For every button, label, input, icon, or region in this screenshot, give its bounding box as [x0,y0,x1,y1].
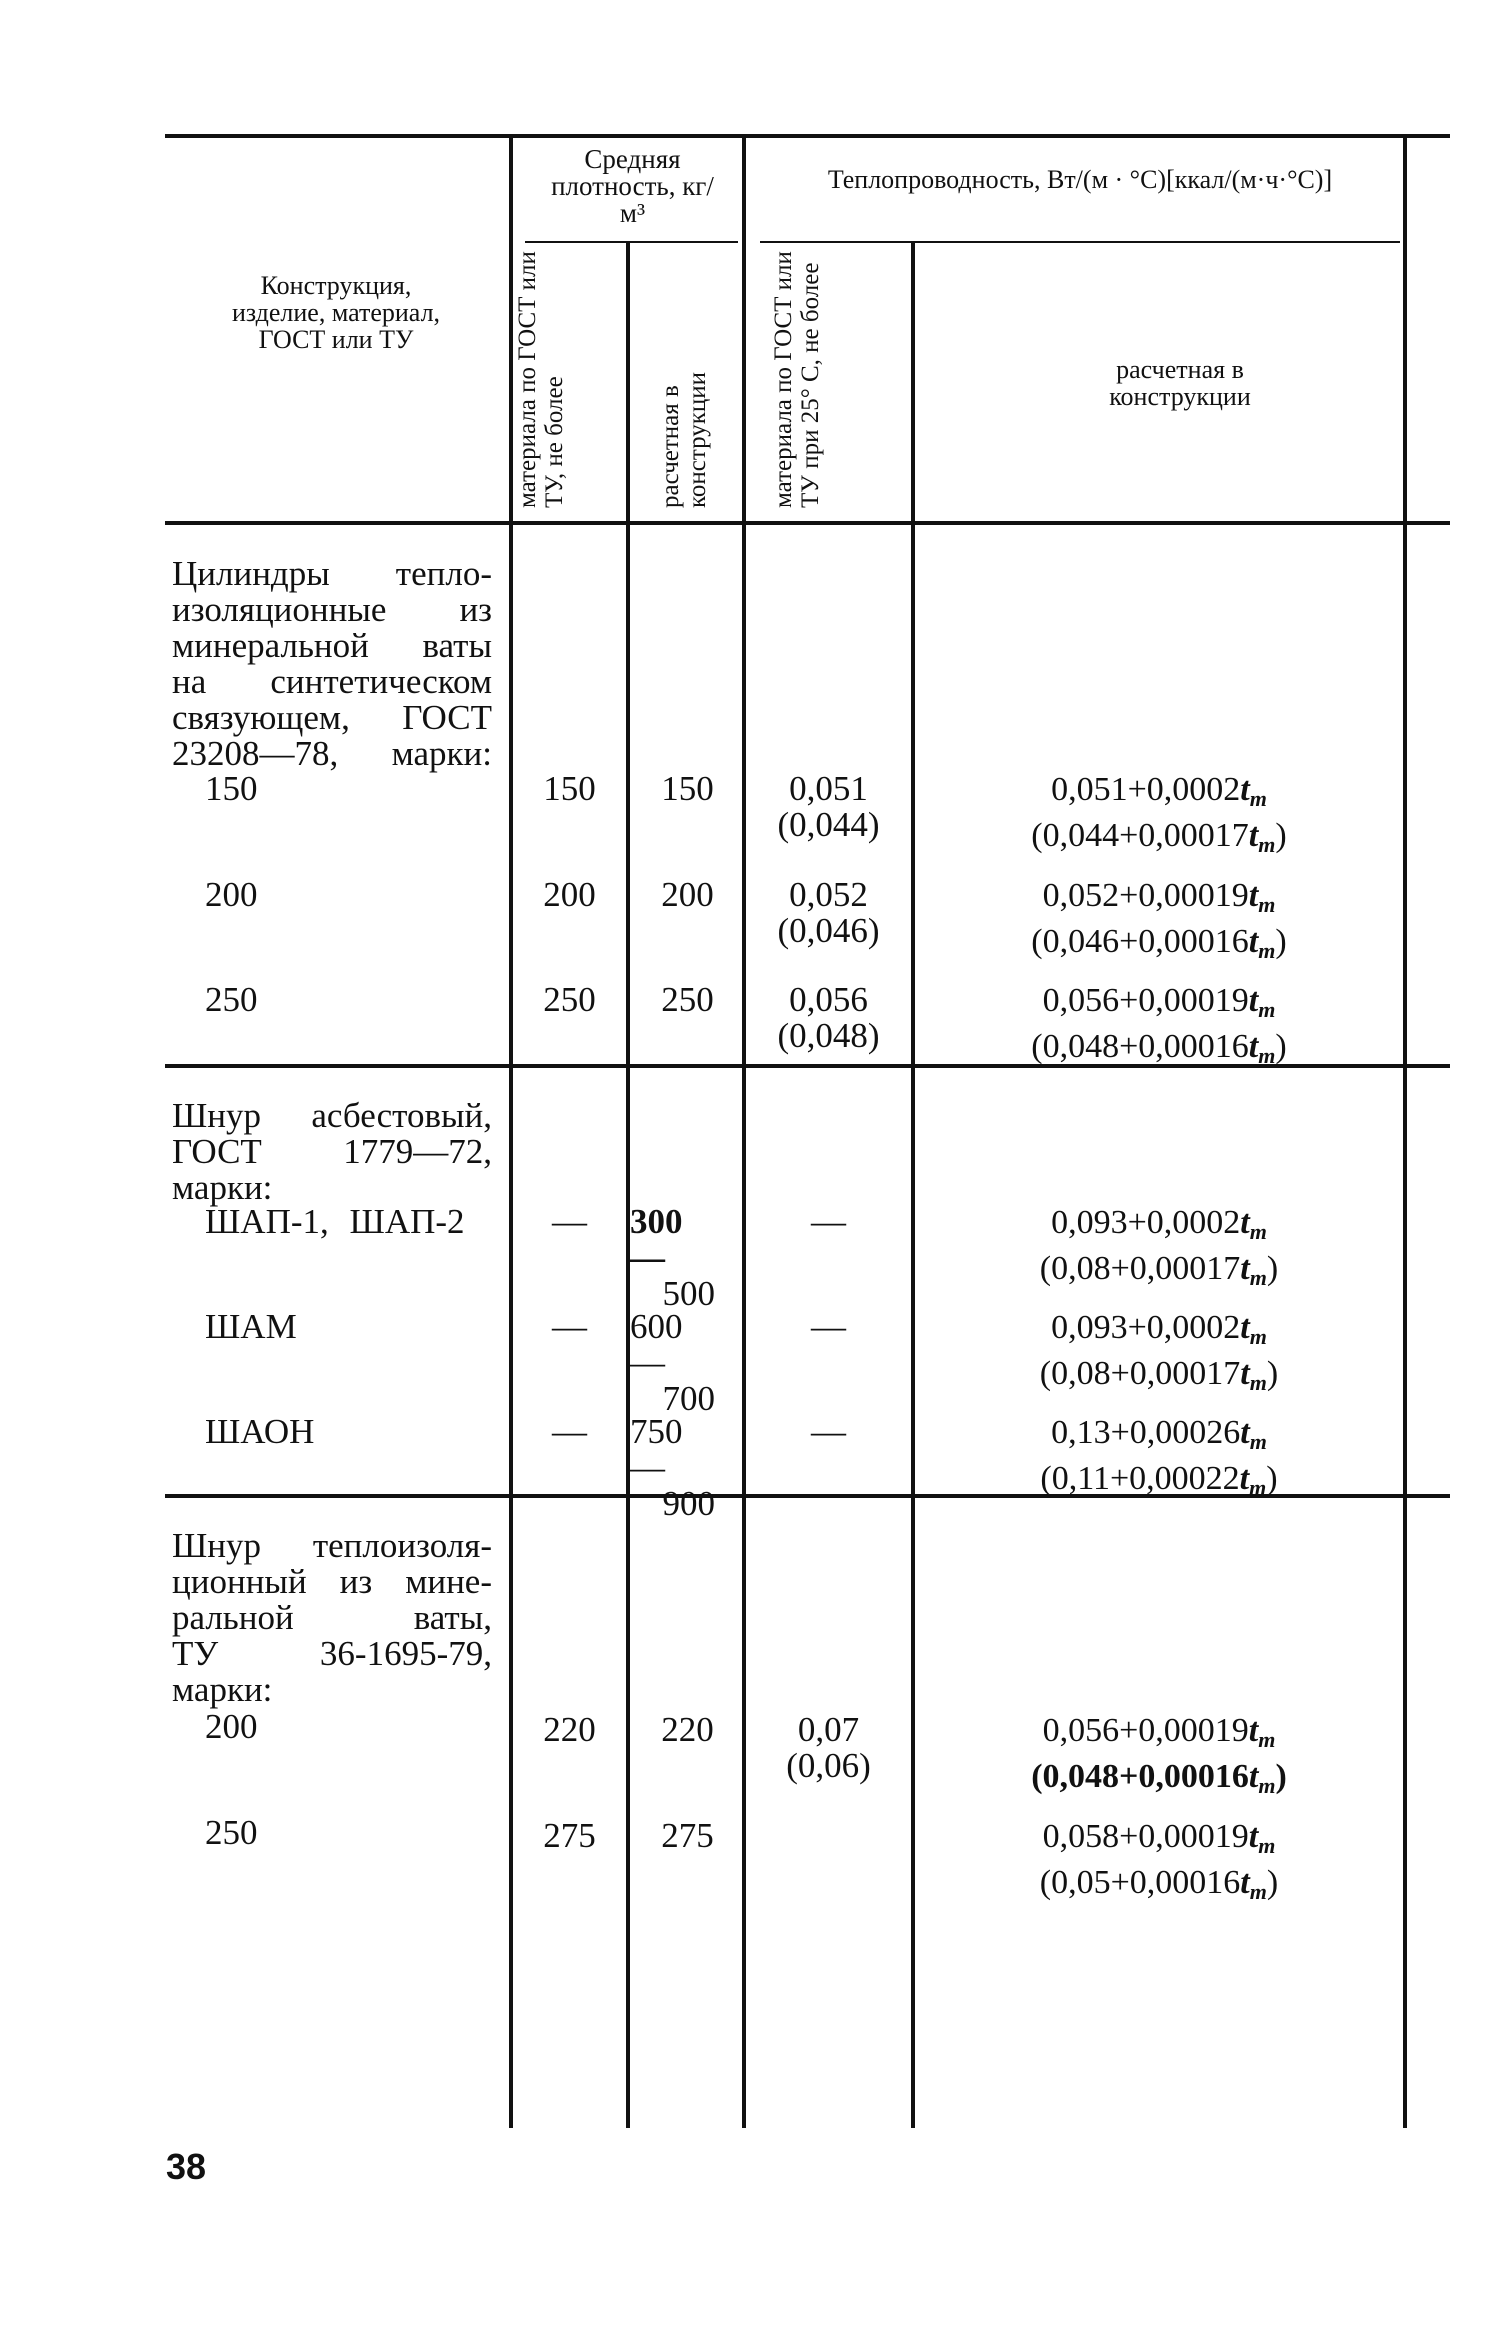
cond-calc-formula: $0,13+0,00026t_m$ $(0,11+0,00022t_m)$ [1040,1414,1278,1500]
density-calc-value: 275 [661,1816,714,1855]
header-construction: Конструкция, изделие, материал, ГОСТ или ТУ [231,271,441,354]
mark-sham: ШАМ [205,1307,297,1346]
section1-title: Цилиндры тепло- изоляционные из минеральной ваты на синтетическом связующем, ГОСТ 23208—78, марки: [172,554,492,773]
mark-shaon: ШАОН [205,1412,315,1451]
density-calc-range: 600— 700 [630,1307,715,1418]
header-cond-calc: расчетная в конструкции [1109,355,1251,411]
section2-title: Шнур асбестовый, ГОСТ 1779—72, марки: [172,1096,492,1207]
cond-calc-formula: $0,058+0,00019t_m$ $(0,05+0,00016t_m)$ [1039,1818,1279,1904]
density-group-rule [525,241,738,243]
header-density-material: материала по ГОСТ или ТУ, не более [514,251,568,508]
mark-250: 250 [205,1813,258,1852]
density-calc-value: 250 [661,980,714,1019]
header-cond-material: материала по ГОСТ или ТУ при 25° С, не более [770,251,824,508]
mark-250: 250 [205,980,258,1019]
cond-material-value: 0,052 (0,046) [777,875,880,950]
density-material-value: 220 [543,1710,596,1749]
page-number: 38 [166,2146,207,2187]
header-bottom-rule [165,521,1450,525]
density-material-value: 200 [543,875,596,914]
density-material-value: 150 [543,769,596,808]
density-material-value: 275 [543,1816,596,1855]
density-calc-range: 750— 900 [630,1412,715,1523]
cond-calc-formula: $0,051+0,0002t_m$ $(0,044+0,00017t_m)$ [1031,771,1287,857]
header-density-calc: расчетная в конструкции [657,371,711,508]
cond-material-value: 0,051 (0,044) [777,769,880,844]
header-conductivity-group: Теплопроводность, Вт/(м · °С)[ккал/(м·ч·°С)] [827,165,1333,194]
cond-material-value: 0,056 (0,048) [777,980,880,1055]
density-calc-value: 220 [661,1710,714,1749]
density-material-value: — [552,1412,587,1451]
cond-calc-formula: $0,093+0,0002t_m$ $(0,08+0,00017t_m)$ [1039,1204,1279,1290]
cond-material-value: 0,07 (0,06) [786,1710,871,1785]
cond-calc-formula: $0,056+0,00019t_m$ $(0,048+0,00016t_m)$ [1031,982,1287,1068]
header-density-group: Средняя плотность, кг/м³ [551,144,714,228]
col-rule-5 [1403,138,1407,2128]
cond-calc-formula: $0,093+0,0002t_m$ $(0,08+0,00017t_m)$ [1039,1309,1279,1395]
density-material-value: — [552,1307,587,1346]
mark-200: 200 [205,875,258,914]
cond-calc-formula: $0,056+0,00019t_m$ $(0,048+0,00016t_m)$ [1031,1712,1287,1798]
density-calc-value: 200 [661,875,714,914]
conductivity-group-rule [760,241,1400,243]
density-material-value: 250 [543,980,596,1019]
table-top-rule [165,134,1450,138]
section3-title: Шнур теплоизоля- ционный из мине- ральной ваты, ТУ 36-1695-79, марки: [172,1526,492,1709]
density-material-value: — [552,1202,587,1241]
cond-calc-formula: $0,052+0,00019t_m$ $(0,046+0,00016t_m)$ [1031,877,1287,963]
mark-200: 200 [205,1707,258,1746]
mark-150: 150 [205,769,258,808]
cond-material-value: — [811,1412,846,1451]
cond-material-value: — [811,1202,846,1241]
cond-material-value: — [811,1307,846,1346]
mark-shap: ШАП-1, ШАП-2 [205,1202,465,1241]
density-calc-value: 150 [661,769,714,808]
density-calc-range: 300— 500 [630,1202,715,1313]
